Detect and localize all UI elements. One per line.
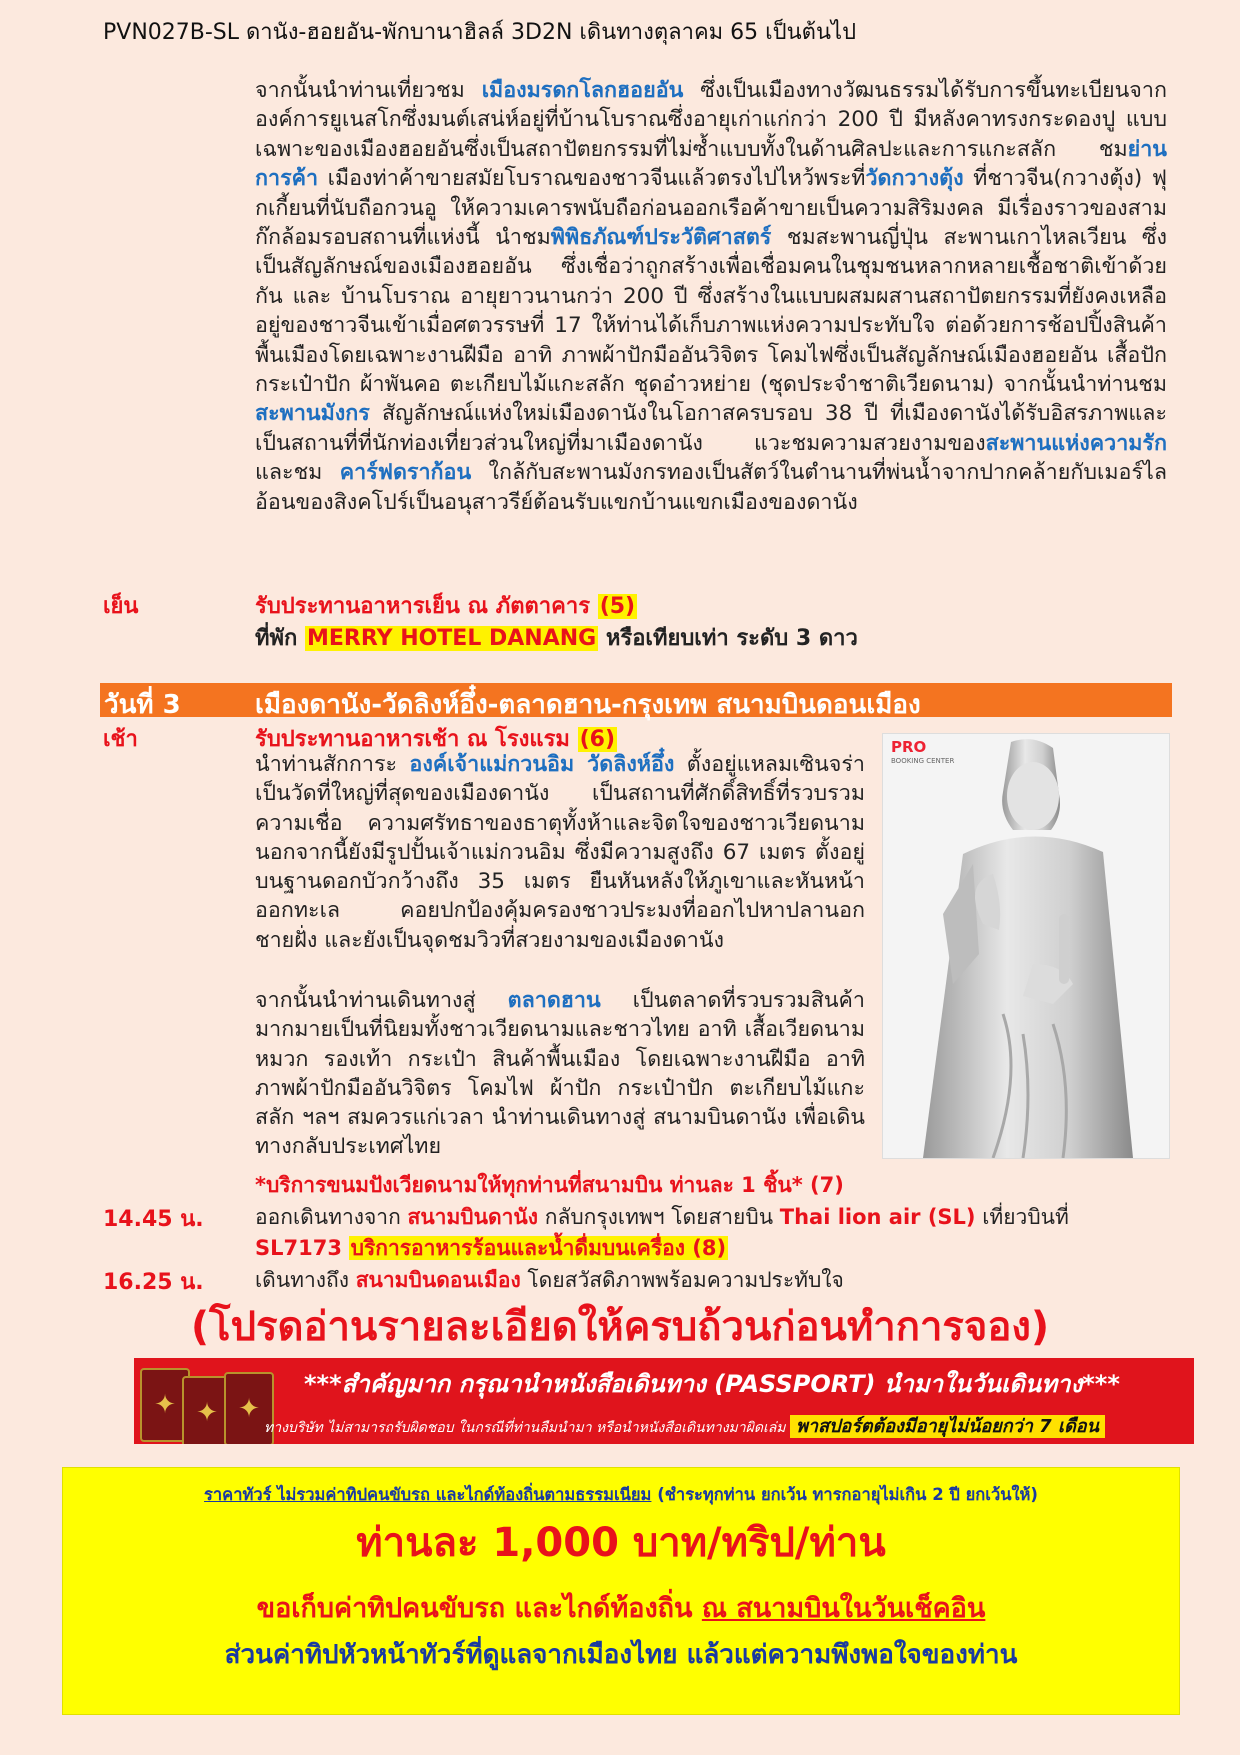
paragraph-text: จากนั้นนำท่านเที่ยวชม	[255, 78, 482, 103]
paragraph-text: เป็นตลาดที่รวบรวมสินค้ามากมายเป็นที่นิยมทั้งชาวเวียดนามและชาวไทย อาทิ เสื้อเวียดนาม หมวก รองเท้า กระเป๋า สินค้าพื้นเมือง โดยเฉพาะงานฝีมือ อาทิ ภาพผ้าปักมืออันวิจิตร โคมไฟ ผ้าปัก กระเป๋าปัก ตะเกียบไม้แกะสลัก ฯลฯ สมควรแก่เวลา นำท่านเดินทางสู่ สนามบินดานัง เพื่อเดินทางกลับประเทศไทย	[255, 988, 865, 1160]
hotel-name: MERRY HOTEL DANANG	[307, 626, 597, 651]
flight-number: SL7173	[255, 1236, 342, 1260]
meal-number: (5)	[599, 594, 636, 619]
place-name: ย่านการค้า	[255, 136, 1167, 192]
place-name: ตลาดฮาน	[507, 988, 601, 1013]
place-name: สะพานแห่งความรัก	[985, 430, 1167, 456]
passport-icon: ✦	[224, 1372, 274, 1444]
meal-number: (6)	[579, 727, 616, 752]
breakfast-label: เช้า	[103, 727, 138, 752]
dinner-label: เย็น	[103, 594, 139, 619]
place-name: พิพิธภัณฑ์ประวัติศาสตร์	[550, 225, 772, 251]
place-name: เมืองมรดกโลกฮอยอัน	[481, 78, 684, 103]
day-title: เมืองดานัง-วัดลิงห์อึ๋ง-ตลาดฮาน-กรุงเทพ สนามบินดอนเมือง	[255, 690, 921, 720]
paragraph-text: ใกล้กับสะพานมังกรทองเป็นสัตว์ในตำนานที่พ่นน้ำจากปากคล้ายกับเมอร์ไลอ้อนของสิงคโปร์เป็นอนุสาวรีย์ต้อนรับแขกบ้านแขกเมืองของดานัง	[255, 460, 1167, 515]
paragraph-text: จากนั้นนำท่านเดินทางสู่	[255, 988, 508, 1013]
paragraph-text: นำท่านสักการะ	[255, 752, 410, 777]
read-details-callout: (โปรดอ่านรายละเอียดให้ครบถ้วนก่อนทำการจอง)	[190, 1304, 1050, 1350]
hotel-prefix: ที่พัก	[255, 626, 298, 651]
meal-on-board: บริการอาหารร้อนและน้ำดื่มบนเครื่อง (8)	[350, 1236, 727, 1260]
passport-icon: ✦	[140, 1368, 190, 1442]
passport-notice-title: ***สำคัญมาก กรุณานำหนังสือเดินทาง (PASSPORT) นำมาในวันเดินทาง***	[304, 1370, 1120, 1398]
day2-afternoon-paragraph	[255, 76, 1167, 517]
passport-validity: พาสปอร์ตต้องมีอายุไม่น้อยกว่า 7 เดือน	[790, 1415, 1105, 1438]
tip-collection-note: ขอเก็บค่าทิปคนขับรถ และไกด์ท้องถิ่น ณ สนามบินในวันเช็คอิน	[256, 1593, 986, 1624]
paragraph-text: สัญลักษณ์แห่งใหม่เมืองดานังในโอกาสครบรอบ 38 ปี ที่เมืองดานังได้รับอิสรภาพและเป็นสถานที่ที่นักท่องเที่ยวส่วนใหญ่ที่มาเมืองดานัง แวะชมความสวยงามของ	[255, 401, 1167, 456]
tip-note: ราคาทัวร์ ไม่รวมค่าทิปคนขับรถ และไกด์ท้องถิ่นตามธรรมเนียม (ชำระทุกท่าน ยกเว้น ทารกอายุไม่เกิน 2 ปี ยกเว้นให้)	[204, 1485, 1038, 1504]
paragraph-text: ซึ่งเป็นเมืองทางวัฒนธรรมได้รับการขึ้นทะเบียนจากองค์การยูเนสโกซึ่งมนต์เสน่ห์อยู่ที่บ้านโบราณซึ่งอายุเก่าแก่กว่า 200 ปี มีหลังคาทรงกระดองปู แบบเฉพาะของเมืองฮอยอันซึ่งเป็นสถาปัตยกรรมที่ไม่ซ้ำแบบทั้งในด้านศิลปะและการแกะสลัก ชม	[255, 78, 1167, 162]
dinner-text: รับประทานอาหารเย็น ณ ภัตตาคาร	[255, 594, 591, 619]
passport-icon: ✦	[182, 1376, 232, 1444]
guanyin-statue-photo	[882, 733, 1170, 1159]
day-number: วันที่ 3	[104, 690, 181, 720]
place-name: วัดกวางตุ้ง	[865, 166, 964, 192]
day3-header-bar	[100, 683, 1172, 720]
flight-line	[255, 1232, 728, 1265]
depart-line: ออกเดินทางจาก สนามบินดานัง กลับกรุงเทพฯ โดยสายบิน Thai lion air (SL) เที่ยวบินที่	[255, 1205, 1069, 1229]
paragraph-text: และชม	[255, 460, 340, 486]
document-header: PVN027B-SL ดานัง-ฮอยอัน-พักบานาฮิลล์ 3D2N เดินทางตุลาคม 65 เป็นต้นไป	[103, 20, 857, 45]
paragraph-text: ชมสะพานญี่ปุ่น สะพานเกาไหลเวียน ซึ่งเป็นสัญลักษณ์ของเมืองฮอยอัน ซึ่งเชื่อว่าถูกสร้างเพื่อเชื่อมคนในชุมชนหลากหลายเชื้อชาติเข้าด้วยกัน และ บ้านโบราณ อายุยาวนานกว่า 200 ปี ซึ่งสร้างในแบบผสมผสานสถาปัตยกรรมที่ยังคงเหลืออยู่ของชาวจีนเข้าเมื่อศตวรรษที่ 17 ให้ท่านได้เก็บภาพแห่งความประทับใจ ต่อด้วยการช้อปปิ้งสินค้าพื้นเมืองโดยเฉพาะงานฝีมือ อาทิ ภาพผ้าปักมืออันวิจิตร โคมไฟซึ่งเป็นสัญลักษณ์เมืองฮอยอัน เสื้อปัก กระเป๋าปัก ผ้าพันคอ ตะเกียบไม้แกะสลัก ชุดอ๋าวหย่าย (ชุดประจำชาติเวียดนาม) จากนั้นนำท่านชม	[255, 225, 1167, 398]
bread-note: *บริการขนมปังเวียดนามให้ทุกท่านที่สนามบิน ท่านละ 1 ชิ้น* (7)	[255, 1173, 844, 1197]
tour-leader-tip-note: ส่วนค่าทิปหัวหน้าทัวร์ที่ดูแลจากเมืองไทย แล้วแต่ความพึงพอใจของท่าน	[224, 1640, 1018, 1670]
pro-booking-logo: PRO BOOKING CENTER	[891, 738, 955, 765]
place-name: องค์เจ้าแม่กวนอิม วัดลิงห์อึ๋ง	[409, 752, 675, 777]
place-name: คาร์ฟดราก้อน	[339, 460, 472, 486]
arrive-line: เดินทางถึง สนามบินดอนเมือง โดยสวัสดิภาพพร้อมความประทับใจ	[255, 1268, 844, 1292]
tip-amount: ท่านละ 1,000 บาท/ทริป/ท่าน	[356, 1520, 886, 1566]
statue-illustration	[883, 734, 1169, 1158]
linh-ung-paragraph	[255, 750, 865, 955]
passport-notice-detail: ทางบริษัท ไม่สามารถรับผิดชอบ ในกรณีที่ท่านลืมนำมา หรือนำหนังสือเดินทางมาผิดเล่ม พาสปอร์ตต้องมีอายุไม่น้อยกว่า 7 เดือน	[264, 1411, 1105, 1440]
breakfast-text: รับประทานอาหารเช้า ณ โรงแรม	[255, 727, 570, 752]
paragraph-text: ตั้งอยู่แหลมเซินจร่า เป็นวัดที่ใหญ่ที่สุดของเมืองดานัง เป็นสถานที่ศักดิ์สิทธิ์ที่รวบรวมความเชื่อ ความศรัทธาของธาตุทั้งห้าและจิตใจของชาวเวียดนาม นอกจากนี้ยังมีรูปปั้นเจ้าแม่กวนอิม ซึ่งมีความสูงถึง 67 เมตร ตั้งอยู่บนฐานดอกบัวกว้างถึง 35 เมตร ยืนหันหลังให้ภูเขาและหันหน้าออกทะเล คอยปกป้องคุ้มครองชาวประมงที่ออกไปหาปลานอกชายฝั่ง และยังเป็นจุดชมวิวที่สวยงามของเมืองดานัง	[255, 752, 866, 953]
paragraph-text: ที่ชาวจีน(กวางตุ้ง) ฟุกเกี้ยนที่นับถือกวนอู ให้ความเคารพนับถือก่อนออกเรือค้าขายเป็นความสิริมงคล มีเรื่องราวของสามก๊กล้อมรอบสถานที่แห่งนี้ นำชม	[255, 166, 1168, 251]
hotel-line	[255, 620, 858, 655]
tip-price-box	[62, 1467, 1180, 1715]
place-name: สะพานมังกร	[255, 401, 370, 427]
han-market-paragraph	[255, 986, 865, 1162]
depart-time: 14.45 น.	[103, 1207, 204, 1232]
hotel-suffix: หรือเทียบเท่า ระดับ 3 ดาว	[605, 626, 858, 651]
passport-notice-banner	[134, 1358, 1194, 1444]
paragraph-text: เมืองท่าค้าขายสมัยโบราณของชาวจีนแล้วตรงไปไหว้พระที่	[318, 166, 866, 192]
dinner-line	[255, 588, 637, 623]
arrive-time: 16.25 น.	[103, 1270, 204, 1295]
